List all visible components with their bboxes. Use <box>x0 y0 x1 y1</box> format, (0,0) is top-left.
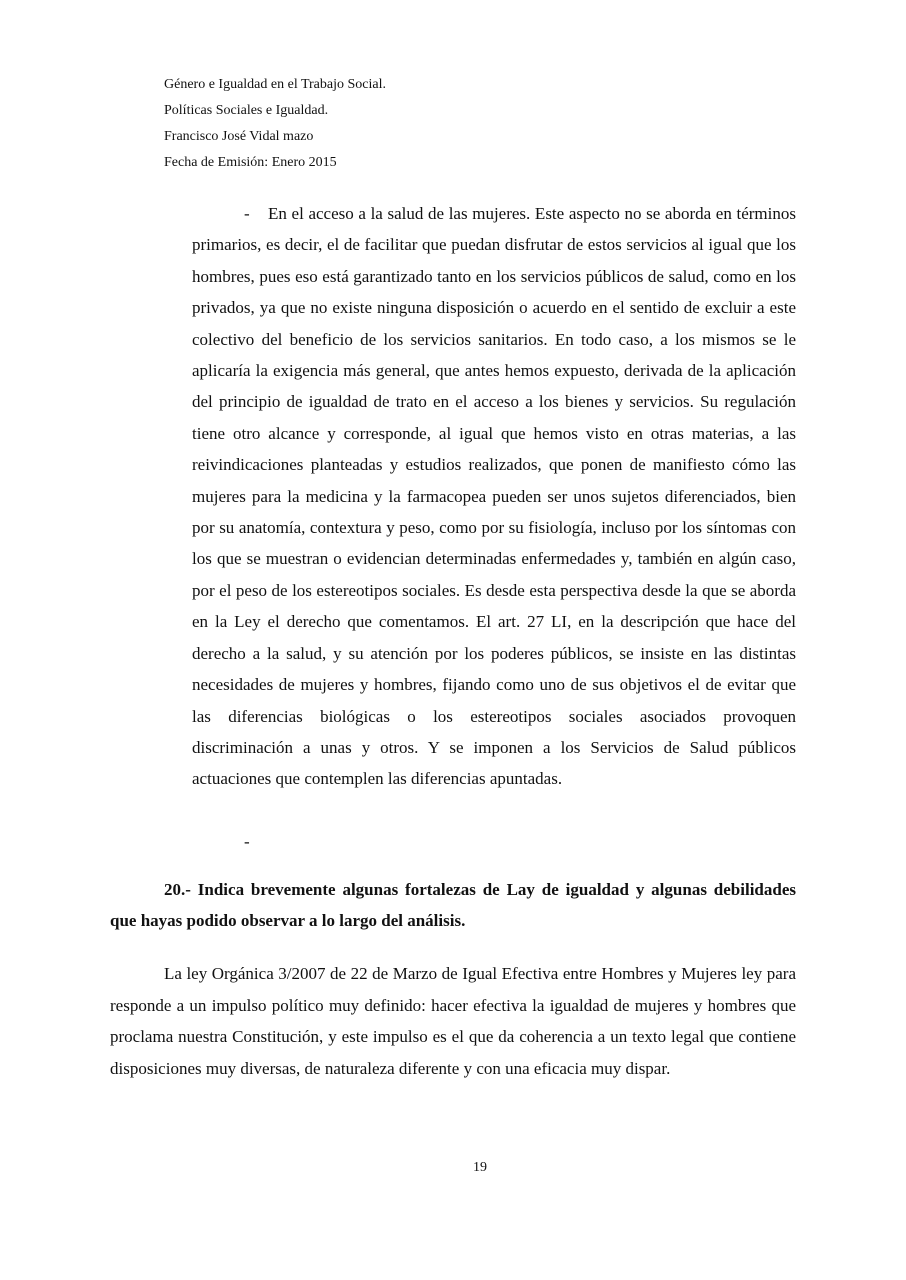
header-date: Fecha de Emisión: Enero 2015 <box>164 155 337 170</box>
header-course-title: Género e Igualdad en el Trabajo Social. <box>164 77 386 92</box>
bullet-dash: - <box>244 204 250 223</box>
empty-bullet-dash: - <box>244 832 250 851</box>
page-number: 19 <box>473 1160 487 1175</box>
bullet-item-health-access <box>192 198 796 795</box>
question-heading: 20.- Indica brevemente algunas fortalezas de Lay de igualdad y algunas debilidades que hayas podido observar a lo largo del análisis. <box>110 880 796 930</box>
header-subject: Políticas Sociales e Igualdad. <box>164 103 329 118</box>
bullet-text: En el acceso a la salud de las mujeres. Este aspecto no se aborda en términos primarios, es decir, el de facilitar que puedan disfrutar de estos servicios al igual que los hombres, pues eso está garantizado tanto en los servicios públicos de salud, como en los privados, ya que no existe ninguna disposición o acuerdo en el sentido de excluir a este colectivo del beneficio de los servicios sanitarios. En todo caso, a los mismos se le aplicaría la exigencia más general, que antes hemos expuesto, derivada de la aplicación del principio de igualdad de trato en el acceso a los bienes y servicios. Su regulación tiene otro alcance y corresponde, al igual que hemos visto en otras materias, a las reivindicaciones planteadas y estudios realizados, que ponen de manifiesto cómo las mujeres para la medicina y la farmacopea pueden ser unos sujetos diferenciados, bien por su anatomía, contextura y peso, como por su fisiología, incluso por los síntomas con los que se muestran o evidencian determinadas enfermedades y, también en algún caso, por el peso de los estereotipos sociales. Es desde esta perspectiva desde la que se aborda en la Ley el derecho que comentamos. El art. 27 LI, en la descripción que hace del derecho a la salud, y su atención por los poderes públicos, se insiste en las distintas necesidades de mujeres y hombres, fijando como uno de sus objetivos el de evitar que las diferencias biológicas o los estereotipos sociales asociados provoquen discriminación a unas y otros. Y se imponen a los Servicios de Salud públicos actuaciones que contemplen las diferencias apuntadas. <box>192 204 796 789</box>
header-author: Francisco José Vidal mazo <box>164 129 314 144</box>
answer-paragraph: La ley Orgánica 3/2007 de 22 de Marzo de Igual Efectiva entre Hombres y Mujeres ley para responde a un impulso político muy definido: hacer efectiva la igualdad de mujeres y hombres que proclama nuestra Constitución, y este impulso es el que da coherencia a un texto legal que contiene disposiciones muy diversas, de naturaleza diferente y con una eficacia muy dispar. <box>110 964 796 1078</box>
document-header <box>164 72 386 176</box>
bullet-paragraph <box>192 198 796 795</box>
